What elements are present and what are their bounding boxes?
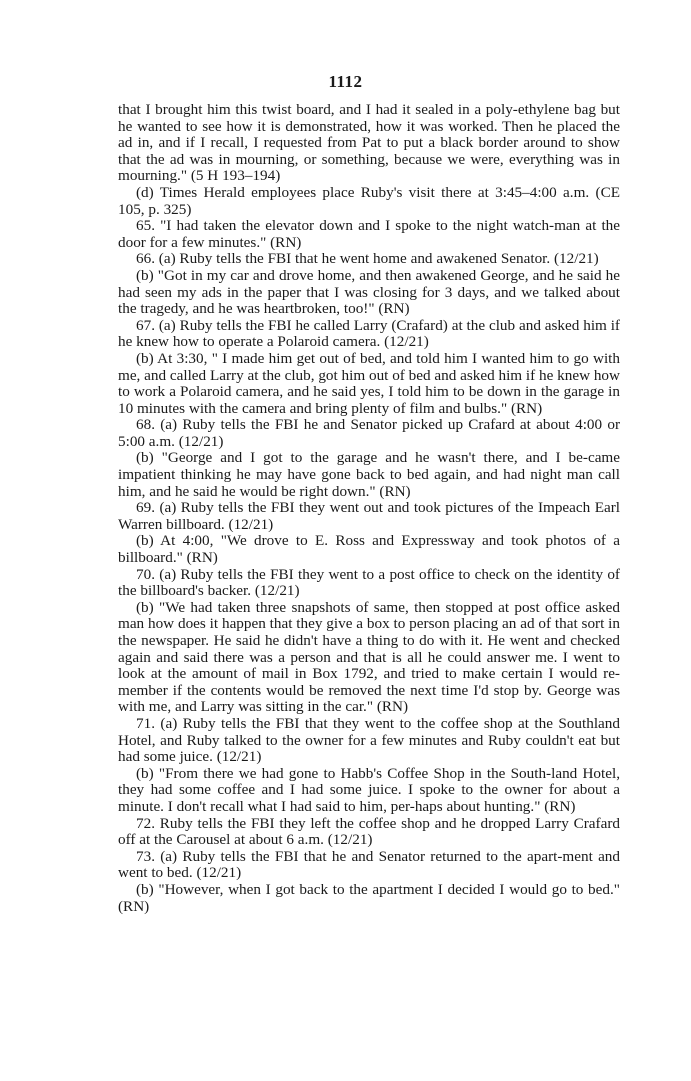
paragraph: (b) At 4:00, "We drove to E. Ross and Expressway and took photos of a billboard." (RN) bbox=[118, 532, 620, 567]
paragraph: 71. (a) Ruby tells the FBI that they went to the coffee shop at the Southland Hotel, and Ruby talked to the owner for a few minutes and Ruby couldn't eat but had some juice. (12/21) bbox=[118, 714, 620, 766]
paragraph: 73. (a) Ruby tells the FBI that he and Senator returned to the apart-ment and went to bed. (12/21) bbox=[118, 847, 620, 882]
paragraph: (b) "From there we had gone to Habb's Coffee Shop in the South-land Hotel, they had some coffee and I had some juice. I spoke to the owner for about a minute. I don't recall what I had said to him, per-haps about hunting." (RN) bbox=[118, 764, 620, 815]
paragraph: 70. (a) Ruby tells the FBI they went to a post office to check on the identity of the billboard's backer. (12/21) bbox=[118, 565, 620, 600]
paragraph: that I brought him this twist board, and I had it sealed in a poly-ethylene bag but he wanted to see how it is demonstrated, how it was worked. Then he placed the ad in, and if I recall, I requested from Pat to put a black border around to show that the ad was in mourning, or something, because we were, everything was in mourning." (5 H 193–194) bbox=[118, 101, 620, 185]
paragraph: (d) Times Herald employees place Ruby's visit there at 3:45–4:00 a.m. (CE 105, p. 325) bbox=[118, 183, 620, 218]
paragraph: 68. (a) Ruby tells the FBI he and Senator picked up Crafard at about 4:00 or 5:00 a.m. (12/21) bbox=[118, 416, 620, 450]
paragraph: (b) "However, when I got back to the apartment I decided I would go to bed." (RN) bbox=[118, 880, 620, 915]
paragraph: 65. "I had taken the elevator down and I spoke to the night watch-man at the door for a few minutes." (RN) bbox=[118, 217, 620, 251]
page-number: 1112 bbox=[328, 72, 363, 91]
paragraph: 66. (a) Ruby tells the FBI that he went home and awakened Senator. (12/21) bbox=[136, 250, 599, 268]
body-text bbox=[118, 102, 620, 915]
paragraph: (b) "We had taken three snapshots of same, then stopped at post office asked man how does it happen that they give a box to person placing an ad of that sort in the newspaper. He said he didn't have a thing to do with it. He went and checked again and said there was a person and that is all he could answer me. I went to look at the amount of mail in Box 1792, and tried to make certain I would re-member if the contents would be removed the next time I'd stop by. George was with me, and Larry was sitting in the car." (RN) bbox=[118, 598, 620, 716]
paragraph: (b) "Got in my car and drove home, and then awakened George, and he said he had seen my ads in the paper that I was closing for 3 days, and we talked about the tragedy, and he was heartbroken, too!" (RN) bbox=[118, 266, 620, 318]
paragraph: 72. Ruby tells the FBI they left the coffee shop and he dropped Larry Crafard off at the Carousel at about 6 a.m. (12/21) bbox=[118, 814, 620, 849]
paragraph: (b) "George and I got to the garage and he wasn't there, and I be-came impatient thinking he may have gone back to bed again, and had night man call him, and he said he would be right down." (RN) bbox=[118, 449, 620, 500]
paragraph: 67. (a) Ruby tells the FBI he called Larry (Crafard) at the club and asked him if he knew how to operate a Polaroid camera. (12/21) bbox=[118, 316, 620, 351]
paragraph: 69. (a) Ruby tells the FBI they went out and took pictures of the Impeach Earl Warren billboard. (12/21) bbox=[118, 499, 620, 533]
paragraph: (b) At 3:30, " I made him get out of bed, and told him I wanted him to go with me, and called Larry at the club, got him out of bed and asked him if he knew how to work a Polaroid camera, and he said yes, I told him to be down in the garage in 10 minutes with the camera and bring plenty of film and bulbs." (RN) bbox=[118, 349, 620, 417]
